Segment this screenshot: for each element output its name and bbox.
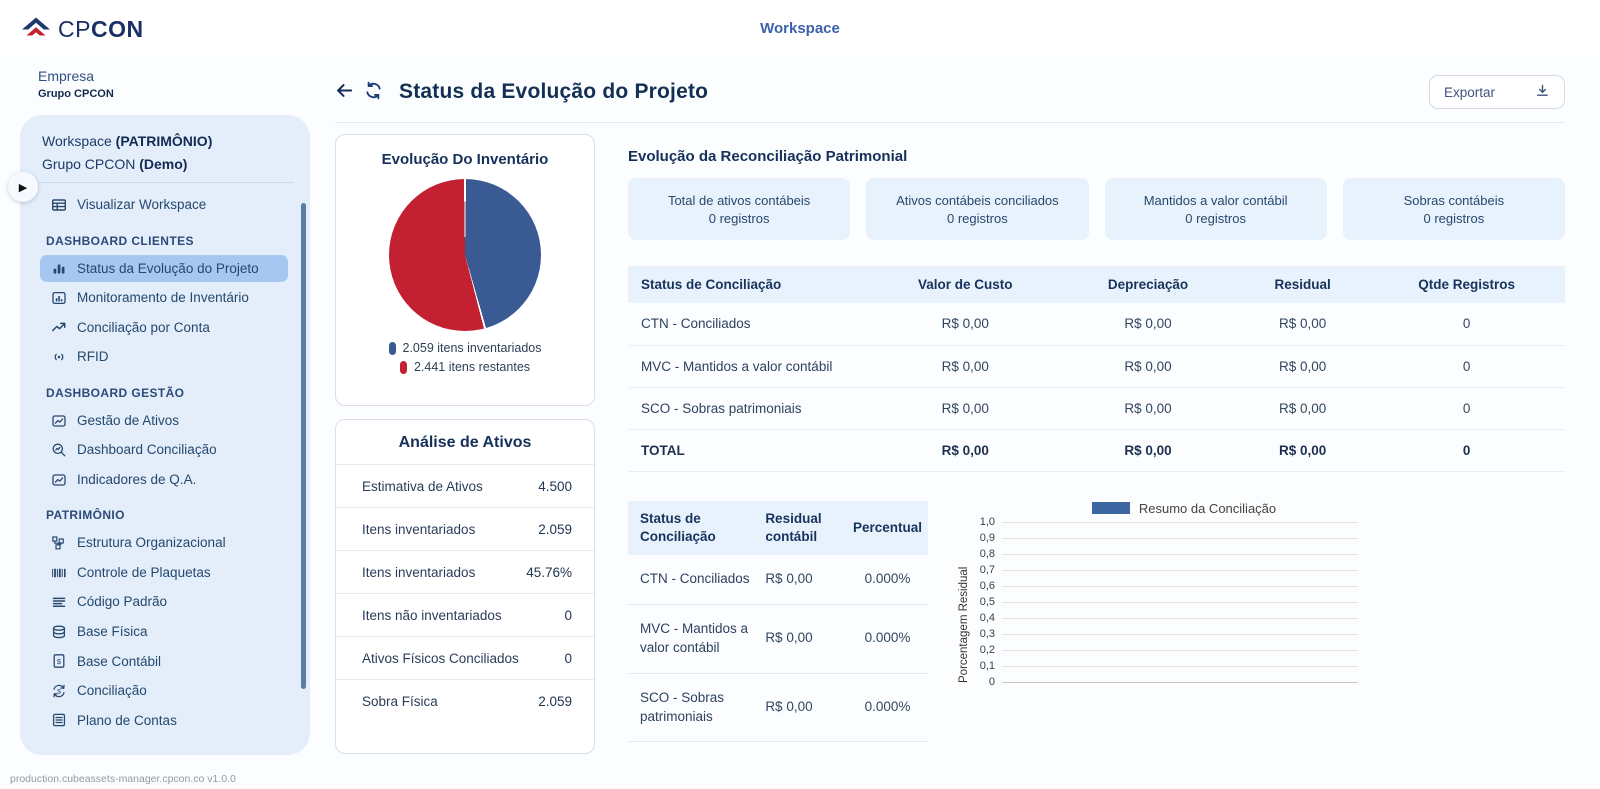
analysis-label: Estimativa de Ativos xyxy=(362,478,483,494)
sidebar-item-label: Controle de Plaquetas xyxy=(77,564,211,580)
chart-plot-area xyxy=(1002,522,1358,683)
stat-card-conciliados xyxy=(866,178,1088,240)
sidebar-item-label: Base Física xyxy=(77,624,148,640)
stat-value: 0 registros xyxy=(1185,210,1246,226)
col-header-residual-contabil: Residual contábil xyxy=(759,501,847,555)
sidebar-item-indicadores-qa[interactable] xyxy=(40,466,288,494)
nav-section-dashboard-gestao: DASHBOARD GESTÃO xyxy=(46,385,185,400)
cell: 0 xyxy=(1368,303,1565,345)
company-label: Empresa xyxy=(38,68,95,84)
inventory-card-title: Evolução Do Inventário xyxy=(381,151,549,168)
svg-text:$: $ xyxy=(56,688,61,696)
cell: 0.000% xyxy=(847,604,928,673)
cell: R$ 0,00 xyxy=(759,604,847,673)
stat-card-total-ativos xyxy=(628,178,850,240)
asset-analysis-title: Análise de Ativos xyxy=(398,434,532,451)
cell: CTN - Conciliados xyxy=(628,555,759,604)
stat-value: 0 registros xyxy=(947,210,1008,226)
reconciliation-column xyxy=(628,134,1565,754)
col-header-depreciacao: Depreciação xyxy=(1059,266,1237,303)
document-lines-icon xyxy=(50,712,67,729)
stat-value: 0 registros xyxy=(1423,210,1485,226)
stat-label: Sobras contábeis xyxy=(1403,192,1505,208)
sync-dollar-icon xyxy=(50,682,67,699)
sidebar-item-label: Gestão de Ativos xyxy=(77,412,180,428)
detail-row-sco xyxy=(628,673,928,742)
stat-label: Mantidos a valor contábil xyxy=(1143,192,1288,208)
asset-analysis-rows xyxy=(336,464,594,722)
nav-section-patrimonio: PATRIMÔNIO xyxy=(46,508,125,523)
cell: R$ 0,00 xyxy=(1059,345,1237,387)
refresh-button[interactable] xyxy=(364,81,383,103)
y-axis-ticks xyxy=(970,516,1002,689)
cell: 0.000% xyxy=(847,555,928,604)
detail-row-mvc xyxy=(628,604,928,673)
reconciliation-table xyxy=(628,266,1565,472)
cell: R$ 0,00 xyxy=(1059,429,1237,471)
cell: R$ 0,00 xyxy=(759,673,847,742)
sidebar-card xyxy=(20,115,310,755)
y-tick: 0 xyxy=(988,676,995,689)
analysis-value: 45.76% xyxy=(526,564,572,580)
analysis-row xyxy=(336,464,594,507)
sidebar-nav xyxy=(36,191,296,734)
table-row-sco xyxy=(628,387,1565,429)
col-header-status: Status de Conciliação xyxy=(628,266,872,303)
company-block xyxy=(38,68,114,100)
cell: R$ 0,00 xyxy=(759,555,847,604)
stat-label: Total de ativos contábeis xyxy=(667,192,811,208)
cell: R$ 0,00 xyxy=(1237,345,1368,387)
group-context-line: Grupo CPCON (Demo) xyxy=(42,156,188,172)
detail-table-header xyxy=(628,501,928,555)
table-row-total xyxy=(628,429,1565,471)
company-name: Grupo CPCON xyxy=(38,88,114,100)
cell: TOTAL xyxy=(628,429,872,471)
inventory-evolution-card xyxy=(335,134,595,406)
red-legend-marker xyxy=(400,361,407,374)
sidebar-item-label: Conciliação por Conta xyxy=(77,319,210,335)
analysis-label: Ativos Físicos Conciliados xyxy=(362,650,519,666)
stat-value: 0 registros xyxy=(708,210,770,226)
sidebar-item-label: Monitoramento de Inventário xyxy=(77,290,249,306)
y-tick: 1,0 xyxy=(979,515,995,528)
cell: R$ 0,00 xyxy=(1237,387,1368,429)
export-button-label: Exportar xyxy=(1443,84,1495,100)
reconciliation-title: Evolução da Reconciliação Patrimonial xyxy=(628,148,908,165)
detail-row-ctn xyxy=(628,555,928,604)
col-header-residual: Residual xyxy=(1237,266,1368,303)
download-icon xyxy=(1535,83,1550,101)
y-tick: 0,6 xyxy=(979,579,995,592)
environment-version-label: production.cubeassets-manager.cpcon.co v1.0.0 xyxy=(10,773,236,785)
sidebar-item-conciliacao[interactable] xyxy=(40,677,288,705)
left-cards-column xyxy=(335,134,595,754)
brand-text: CPCON xyxy=(58,15,144,42)
sidebar-item-label: Status da Evolução do Projeto xyxy=(77,260,259,276)
analysis-label: Sobra Física xyxy=(362,693,438,709)
cell: 0.000% xyxy=(847,673,928,742)
bottom-row xyxy=(628,501,1565,743)
sidebar-item-controle-plaquetas[interactable] xyxy=(40,559,288,587)
stat-card-sobras xyxy=(1343,178,1565,240)
sidebar-item-dashboard-conciliacao[interactable] xyxy=(40,436,288,464)
sidebar-item-label: Base Contábil xyxy=(77,653,162,669)
sidebar-collapse-button[interactable] xyxy=(8,172,38,202)
back-arrow-icon xyxy=(335,81,354,103)
y-tick: 0,2 xyxy=(979,644,995,657)
sidebar-item-label: RFID xyxy=(77,349,109,365)
reconciliation-stats-row xyxy=(628,178,1565,240)
chart-legend xyxy=(1010,501,1358,516)
residual-detail-table xyxy=(628,501,928,743)
cell: R$ 0,00 xyxy=(1059,387,1237,429)
col-header-percentual: Percentual xyxy=(847,501,928,555)
sidebar-item-gestao-ativos[interactable] xyxy=(40,407,288,435)
sidebar-item-plano-contas[interactable] xyxy=(40,707,288,735)
pie-legend-label: 2.441 itens restantes xyxy=(413,360,531,374)
sidebar-item-estrutura-organizacional[interactable] xyxy=(40,529,288,557)
lines-icon xyxy=(50,594,67,611)
sidebar-item-base-fisica[interactable] xyxy=(40,618,288,646)
sidebar-item-label: Código Padrão xyxy=(77,594,168,610)
sidebar-item-rfid[interactable] xyxy=(40,343,288,371)
reconciliation-summary-chart xyxy=(958,501,1358,743)
analysis-row xyxy=(336,550,594,593)
sidebar-item-visualizar-workspace[interactable] xyxy=(40,191,288,219)
col-header-qtde: Qtde Registros xyxy=(1368,266,1565,303)
cell: R$ 0,00 xyxy=(872,303,1059,345)
analysis-value: 2.059 xyxy=(538,693,572,709)
top-bar xyxy=(0,0,1600,56)
col-header-valor-custo: Valor de Custo xyxy=(872,266,1059,303)
stat-card-mantidos xyxy=(1105,178,1327,240)
cell: 0 xyxy=(1368,429,1565,471)
search-chart-icon xyxy=(50,442,67,459)
header-divider xyxy=(335,122,1565,123)
col-header-status: Status de Conciliação xyxy=(628,501,759,555)
sidebar-item-conciliacao-conta[interactable] xyxy=(40,314,288,342)
cell: CTN - Conciliados xyxy=(628,303,872,345)
sidebar-item-label: Indicadores de Q.A. xyxy=(77,471,197,487)
page-title: Status da Evolução do Projeto xyxy=(399,80,709,103)
sidebar-item-label: Conciliação xyxy=(77,683,147,699)
image-chart-icon xyxy=(50,412,67,429)
legend-color-swatch xyxy=(1092,502,1130,514)
analysis-label: Itens não inventariados xyxy=(362,607,502,623)
cell: R$ 0,00 xyxy=(1237,303,1368,345)
cell: SCO - Sobras patrimoniais xyxy=(628,673,759,742)
y-tick: 0,8 xyxy=(979,547,995,560)
image-chart-icon xyxy=(50,471,67,488)
cell: R$ 0,00 xyxy=(872,387,1059,429)
analysis-value: 4.500 xyxy=(538,478,572,494)
pie-legend-inventoried xyxy=(346,341,584,355)
sidebar-item-label: Visualizar Workspace xyxy=(77,197,207,212)
cell: MVC - Mantidos a valor contábil xyxy=(628,604,759,673)
cell: R$ 0,00 xyxy=(1237,429,1368,471)
y-tick: 0,9 xyxy=(979,531,995,544)
bar-chart-icon xyxy=(50,260,67,277)
svg-text:$: $ xyxy=(56,657,61,667)
back-button[interactable] xyxy=(335,81,354,103)
trend-up-icon xyxy=(50,319,67,336)
chart-box-icon xyxy=(50,289,67,306)
cell: 0 xyxy=(1368,387,1565,429)
y-tick: 0,3 xyxy=(979,628,995,641)
sidebar-item-monitoramento[interactable] xyxy=(40,284,288,312)
y-tick: 0,1 xyxy=(979,660,995,673)
rfid-icon xyxy=(50,348,67,365)
y-tick: 0,4 xyxy=(979,612,995,625)
cell: R$ 0,00 xyxy=(872,429,1059,471)
cell: R$ 0,00 xyxy=(872,345,1059,387)
analysis-value: 0 xyxy=(564,650,572,666)
legend-label: Resumo da Conciliação xyxy=(1138,500,1277,516)
sidebar-item-label: Plano de Contas xyxy=(77,712,177,728)
sidebar xyxy=(0,56,322,789)
analysis-row xyxy=(336,593,594,636)
cell: MVC - Mantidos a valor contábil xyxy=(628,345,872,387)
sidebar-item-codigo-padrao[interactable] xyxy=(40,588,288,616)
table-icon xyxy=(50,196,67,213)
stat-label: Ativos contábeis conciliados xyxy=(896,192,1059,208)
y-axis-label: Porcentagem Residual xyxy=(958,566,970,683)
cell: 0 xyxy=(1368,345,1565,387)
analysis-label: Itens inventariados xyxy=(362,521,476,537)
reconciliation-table-header xyxy=(628,266,1565,303)
refresh-icon xyxy=(364,81,383,103)
analysis-value: 0 xyxy=(564,607,572,623)
sidebar-divider xyxy=(38,182,294,183)
inventory-pie-chart xyxy=(389,179,541,331)
analysis-row xyxy=(336,507,594,550)
analysis-row xyxy=(336,636,594,679)
sidebar-item-label: Dashboard Conciliação xyxy=(77,442,217,458)
workspace-top-link[interactable]: Workspace xyxy=(760,20,840,37)
org-structure-icon xyxy=(50,535,67,552)
export-button[interactable] xyxy=(1429,75,1565,109)
database-icon xyxy=(50,623,67,640)
main-content xyxy=(322,56,1600,789)
workspace-context-line: Workspace (PATRIMÔNIO) xyxy=(42,133,213,149)
page-header xyxy=(335,75,1565,109)
cell: SCO - Sobras patrimoniais xyxy=(628,387,872,429)
sidebar-item-label: Estrutura Organizacional xyxy=(77,535,226,551)
asset-analysis-card xyxy=(335,419,595,754)
barcode-icon xyxy=(50,564,67,581)
y-tick: 0,7 xyxy=(979,563,995,576)
blue-legend-marker xyxy=(389,342,396,355)
table-row-ctn xyxy=(628,303,1565,345)
sidebar-scrollbar[interactable] xyxy=(301,203,306,689)
nav-section-dashboard-clientes: DASHBOARD CLIENTES xyxy=(46,233,194,248)
analysis-row xyxy=(336,679,594,722)
document-dollar-icon xyxy=(50,653,67,670)
y-tick: 0,5 xyxy=(979,595,995,608)
pie-legend-remaining xyxy=(346,360,584,374)
cell: R$ 0,00 xyxy=(1059,303,1237,345)
analysis-value: 2.059 xyxy=(538,521,572,537)
pie-legend-label: 2.059 itens inventariados xyxy=(402,341,542,355)
sidebar-item-base-contabil[interactable] xyxy=(40,648,288,676)
play-icon: ▶ xyxy=(18,181,28,194)
sidebar-item-status-evolucao[interactable] xyxy=(40,255,288,283)
table-row-mvc xyxy=(628,345,1565,387)
analysis-label: Itens inventariados xyxy=(362,564,476,580)
